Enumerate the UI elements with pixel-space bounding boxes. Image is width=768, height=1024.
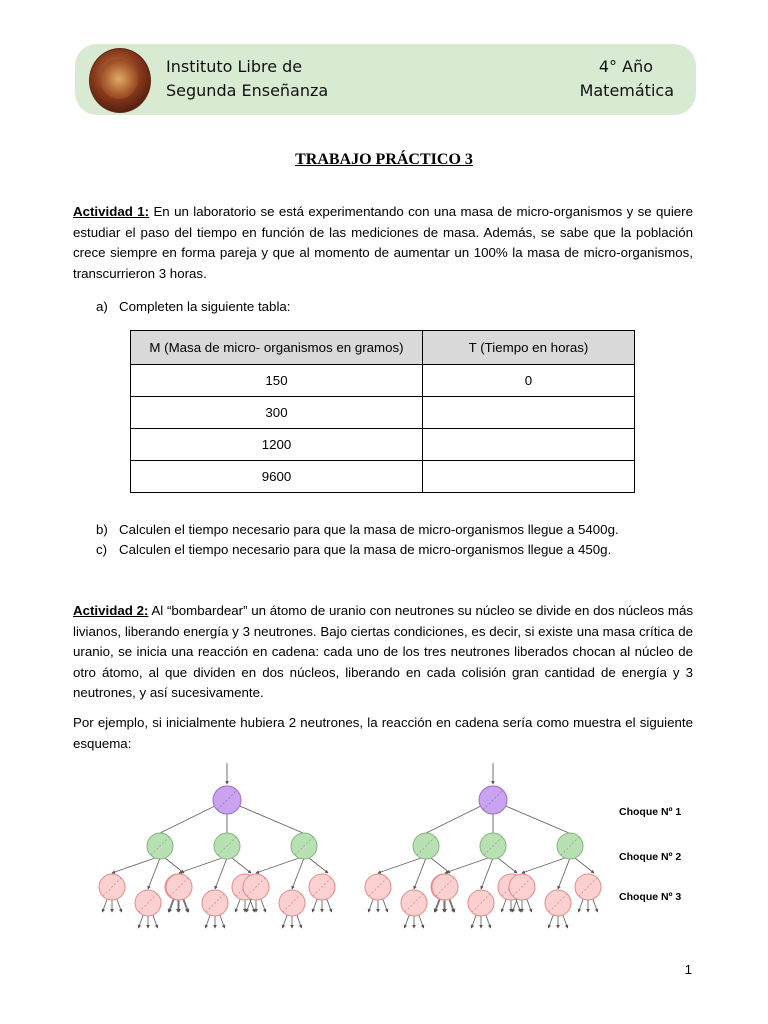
neutron-arrow bbox=[481, 858, 493, 889]
school-name-line2: Segunda Enseñanza bbox=[166, 81, 329, 100]
diagram-label-choque-3: Choque Nº 3 bbox=[619, 891, 682, 903]
neutron-arrow bbox=[282, 915, 287, 928]
activity1-paragraph bbox=[73, 202, 693, 284]
neutron-arrow bbox=[256, 858, 299, 873]
course-info bbox=[580, 55, 674, 103]
data-table bbox=[130, 330, 635, 493]
neutron-arrow bbox=[232, 858, 251, 873]
neutron-arrow bbox=[419, 915, 424, 928]
neutron-arrow bbox=[450, 899, 455, 912]
diagram-label-choque-1: Choque Nº 1 bbox=[619, 806, 682, 818]
item-a bbox=[96, 297, 291, 317]
neutron-arrow bbox=[558, 858, 570, 889]
table-row bbox=[131, 397, 635, 429]
neutron-arrow bbox=[165, 858, 184, 873]
activity2-label: Actividad 2: bbox=[73, 603, 149, 618]
neutron-arrow bbox=[522, 858, 565, 873]
neutron-arrow bbox=[292, 858, 304, 889]
neutron-arrow bbox=[205, 915, 210, 928]
activity1-label: Actividad 1: bbox=[73, 204, 150, 219]
neutron-arrow bbox=[383, 899, 388, 912]
item-a-text: Completen la siguiente tabla: bbox=[119, 299, 291, 314]
neutron-arrow bbox=[309, 858, 328, 873]
neutron-arrow bbox=[378, 858, 421, 873]
neutron-arrow bbox=[169, 899, 174, 912]
table-cell bbox=[423, 397, 635, 429]
table-row bbox=[131, 429, 635, 461]
neutron-arrow bbox=[168, 899, 173, 912]
page-number: 1 bbox=[684, 962, 692, 977]
activity2-paragraph bbox=[73, 601, 693, 704]
page-header bbox=[75, 44, 696, 115]
table-cell bbox=[423, 461, 635, 493]
neutron-arrow bbox=[183, 899, 188, 912]
neutron-arrow bbox=[235, 804, 310, 836]
neutron-arrow bbox=[420, 804, 485, 836]
neutron-arrow bbox=[445, 858, 488, 873]
neutron-arrow bbox=[414, 858, 426, 889]
item-b bbox=[96, 520, 619, 540]
neutron-arrow bbox=[220, 915, 225, 928]
neutron-arrow bbox=[449, 899, 454, 912]
neutron-arrow bbox=[112, 858, 155, 873]
neutron-arrow bbox=[138, 915, 143, 928]
activity1-text: En un laboratorio se está experimentando con una masa de micro-organismos y se quiere estudiar el paso del tiempo en función de las mediciones de masa. Además, se sabe que la población crece siempre en forma pareja y que al momento de aumentar un 100% la masa de micro-organismos, transcurrieron 3 horas. bbox=[73, 204, 693, 281]
table-row bbox=[131, 461, 635, 493]
table-header-cell: T (Tiempo en horas) bbox=[423, 331, 635, 365]
activity2-text: Al “bombardear” un átomo de uranio con neutrones su núcleo se divide en dos núcleos más livianos, liberando energía y 3 neutrones. Bajo ciertas condiciones, es decir, si existe una masa crítica de uranio, se inicia una reacción en cadena: cada uno de los tres neutrones liberados chocan al núcleo de otro átomo, al que dividen en dos núcleos, liberando en cada colisión gran cantidad de energía y 3 neutrones, y así sucesivamente. bbox=[73, 603, 693, 700]
neutron-arrow bbox=[179, 858, 222, 873]
neutron-arrow bbox=[501, 804, 576, 836]
neutron-arrow bbox=[593, 899, 598, 912]
table-cell: 300 bbox=[131, 397, 423, 429]
school-name-line1: Instituto Libre de bbox=[166, 57, 303, 76]
neutron-arrow bbox=[578, 899, 583, 912]
neutron-arrow bbox=[501, 899, 506, 912]
school-name bbox=[166, 55, 328, 103]
neutron-arrow bbox=[431, 858, 450, 873]
neutron-arrow bbox=[575, 858, 594, 873]
table-cell: 9600 bbox=[131, 461, 423, 493]
neutron-arrow bbox=[563, 915, 568, 928]
school-crest-logo bbox=[89, 48, 151, 113]
item-a-marker: a) bbox=[96, 299, 108, 314]
item-b-text: Calculen el tiempo necesario para que la masa de micro-organismos llegue a 5400g. bbox=[119, 522, 619, 537]
neutron-arrow bbox=[435, 899, 440, 912]
table-row bbox=[131, 365, 635, 397]
item-b-marker: b) bbox=[96, 522, 108, 537]
chain-reaction-diagram bbox=[78, 758, 698, 943]
document-title: TRABAJO PRÁCTICO 3 bbox=[295, 151, 473, 168]
neutron-arrow bbox=[184, 899, 189, 912]
neutron-arrow bbox=[404, 915, 409, 928]
table-header-cell: M (Masa de micro- organismos en gramos) bbox=[131, 331, 423, 365]
neutron-arrow bbox=[434, 899, 439, 912]
neutron-arrow bbox=[148, 858, 160, 889]
neutron-arrow bbox=[246, 899, 251, 912]
neutron-arrow bbox=[471, 915, 476, 928]
table-cell: 1200 bbox=[131, 429, 423, 461]
course-year: 4° Año bbox=[598, 57, 653, 76]
neutron-arrow bbox=[512, 899, 517, 912]
neutron-arrow bbox=[154, 804, 219, 836]
table-cell: 0 bbox=[423, 365, 635, 397]
neutron-arrow bbox=[117, 899, 122, 912]
neutron-arrow bbox=[498, 858, 517, 873]
neutron-arrow bbox=[261, 899, 266, 912]
neutron-arrow bbox=[215, 858, 227, 889]
neutron-arrow bbox=[102, 899, 107, 912]
neutron-arrow bbox=[297, 915, 302, 928]
neutron-arrow bbox=[368, 899, 373, 912]
table-cell: 150 bbox=[131, 365, 423, 397]
item-c-text: Calculen el tiempo necesario para que la masa de micro-organismos llegue a 450g. bbox=[119, 542, 612, 557]
neutron-arrow bbox=[527, 899, 532, 912]
activity2-paragraph-2: Por ejemplo, si inicialmente hubiera 2 neutrones, la reacción en cadena sería como muestra el siguiente esquema: bbox=[73, 715, 693, 751]
table-header-row bbox=[131, 331, 635, 365]
neutron-arrow bbox=[548, 915, 553, 928]
diagram-label-choque-2: Choque Nº 2 bbox=[619, 851, 682, 863]
neutron-arrow bbox=[312, 899, 317, 912]
neutron-arrow bbox=[235, 899, 240, 912]
neutron-arrow bbox=[486, 915, 491, 928]
table-cell bbox=[423, 429, 635, 461]
neutron-arrow bbox=[153, 915, 158, 928]
course-subject: Matemática bbox=[579, 81, 674, 100]
item-c-marker: c) bbox=[96, 542, 108, 557]
item-c bbox=[96, 540, 611, 560]
neutron-arrow bbox=[327, 899, 332, 912]
